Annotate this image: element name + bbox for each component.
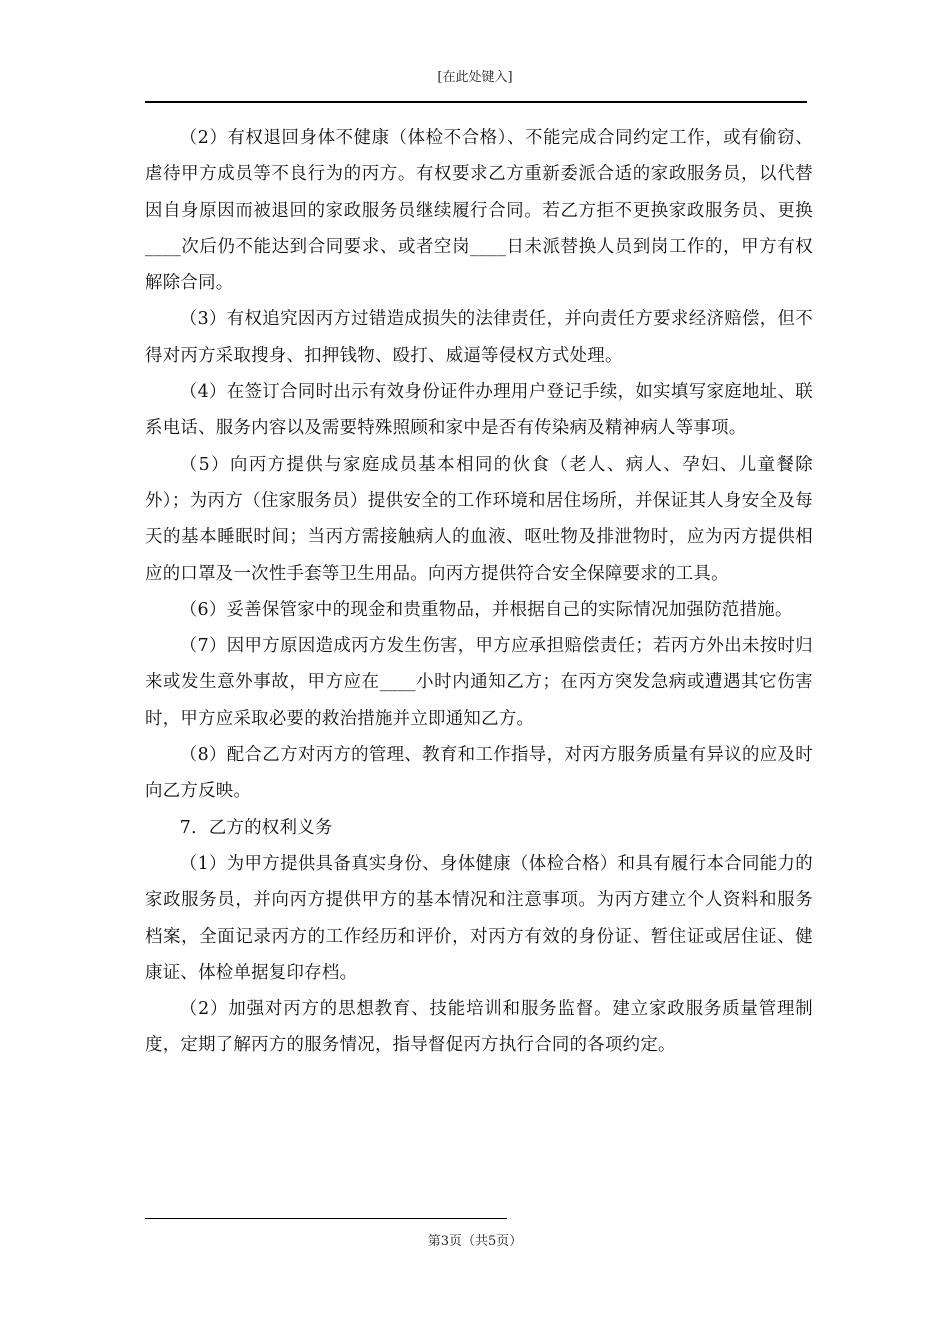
document-body <box>145 120 813 1064</box>
paragraph-jia-8: （8）配合乙方对丙方的管理、教育和工作指导，对丙方服务质量有异议的应及时向乙方反映。 <box>145 745 813 802</box>
paragraph-yi-2: （2）加强对丙方的思想教育、技能培训和服务监督。建立家政服务质量管理制度，定期了解丙方的服务情况，指导督促丙方执行合同的各项约定。 <box>145 999 813 1056</box>
paragraph-jia-2: （2）有权退回身体不健康（体检不合格）、不能完成合同约定工作，或有偷窃、虐待甲方成员等不良行为的丙方。有权要求乙方重新委派合适的家政服务员，以代替因自身原因而被退回的家政服务员继续履行合同。若乙方拒不更换家政服务员、更换____次后仍不能达到合同要求、或者空岗____日未派替换人员到岗工作的，甲方有权解除合同。 <box>145 128 813 294</box>
paragraph-jia-6: （6）妥善保管家中的现金和贵重物品，并根据自己的实际情况加强防范措施。 <box>179 599 793 620</box>
paragraph-yi-1: （1）为甲方提供具备真实身份、身体健康（体检合格）和具有履行本合同能力的家政服务员，并向丙方提供甲方的基本情况和注意事项。为丙方建立个人资料和服务档案，全面记录丙方的工作经历和评价，对丙方有效的身份证、暂住证或居住证、健康证、体检单据复印存档。 <box>145 853 813 983</box>
page-number: 第3页（共5页） <box>427 1234 523 1249</box>
paragraph-jia-5: （5）向丙方提供与家庭成员基本相同的伙食（老人、病人、孕妇、儿童餐除外）；为丙方（住家服务员）提供安全的工作环境和居住场所，并保证其人身安全及每天的基本睡眠时间；当丙方需接触病人的血液、呕吐物及排泄物时，应为丙方提供相应的口罩及一次性手套等卫生用品。向丙方提供符合安全保障要求的工具。 <box>145 454 813 584</box>
paragraph-jia-3: （3）有权追究因丙方过错造成损失的法律责任，并向责任方要求经济赔偿，但不得对丙方采取搜身、扣押钱物、殴打、威逼等侵权方式处理。 <box>145 309 813 366</box>
page-header: [在此处键入] <box>437 70 513 85</box>
paragraph-jia-7: （7）因甲方原因造成丙方发生伤害，甲方应承担赔偿责任；若丙方外出未按时归来或发生意外事故，甲方应在____小时内通知乙方；在丙方突发急病或遭遇其它伤害时，甲方应采取必要的救治措施并立即通知乙方。 <box>145 636 813 729</box>
section-heading-yi: 7．乙方的权利义务 <box>179 817 333 838</box>
paragraph-jia-4: （4）在签订合同时出示有效身份证件办理用户登记手续，如实填写家庭地址、联系电话、服务内容以及需要特殊照顾和家中是否有传染病及精神病人等事项。 <box>145 382 813 439</box>
footer-divider <box>145 1218 507 1219</box>
header-divider <box>145 101 807 103</box>
